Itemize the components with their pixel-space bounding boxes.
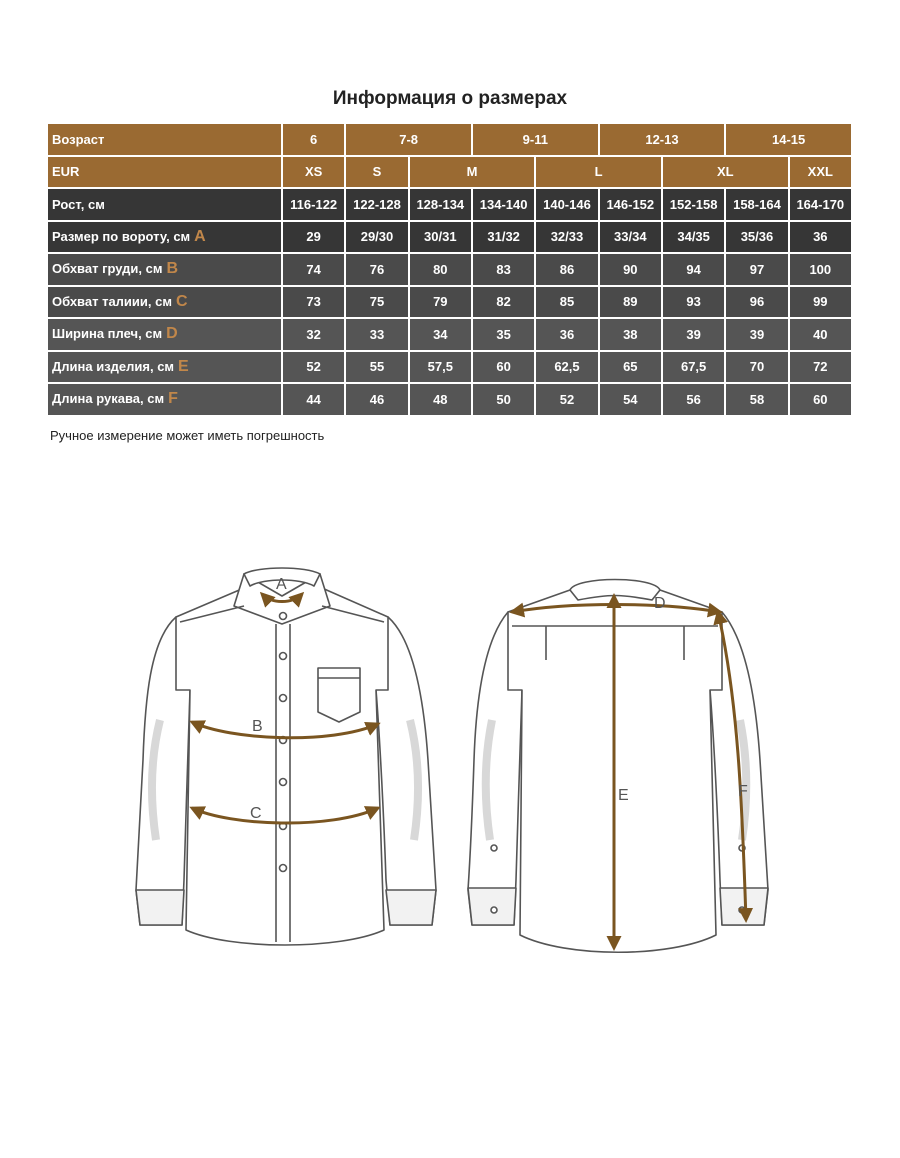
eur-cell: L: [535, 156, 662, 189]
label-d: D: [654, 595, 666, 612]
value-cell: 35: [472, 318, 535, 351]
eur-cell: S: [345, 156, 408, 189]
value-cell: 56: [662, 383, 725, 416]
row-label: [47, 253, 282, 286]
age-cell: 7-8: [345, 123, 472, 156]
button-icon: [280, 613, 287, 620]
value-cell: 34/35: [662, 221, 725, 254]
label-a: A: [276, 576, 287, 593]
button-icon: [280, 779, 287, 786]
value-cell: 35/36: [725, 221, 788, 254]
value-cell: 76: [345, 253, 408, 286]
label-b: B: [252, 718, 263, 735]
value-cell: 90: [599, 253, 662, 286]
letter-f: F: [168, 390, 178, 408]
length-row: [47, 351, 852, 384]
button-icon: [491, 845, 497, 851]
value-cell: 34: [409, 318, 472, 351]
age-cell: 12-13: [599, 123, 726, 156]
value-cell: 48: [409, 383, 472, 416]
height-cell: 152-158: [662, 188, 725, 221]
height-cell: 122-128: [345, 188, 408, 221]
value-cell: 33: [345, 318, 408, 351]
value-cell: 80: [409, 253, 472, 286]
waist-label: Обхват талиии, см: [52, 293, 172, 309]
value-cell: 100: [789, 253, 852, 286]
value-cell: 36: [535, 318, 598, 351]
height-cell: 158-164: [725, 188, 788, 221]
value-cell: 30/31: [409, 221, 472, 254]
value-cell: 73: [282, 286, 345, 319]
value-cell: 29/30: [345, 221, 408, 254]
value-cell: 46: [345, 383, 408, 416]
value-cell: 38: [599, 318, 662, 351]
length-label: Длина изделия, см: [52, 358, 175, 374]
row-label: [47, 383, 282, 416]
age-cell: 9-11: [472, 123, 599, 156]
age-label: Возраст: [47, 123, 282, 156]
value-cell: 75: [345, 286, 408, 319]
collar-label: Размер по вороту, см: [52, 228, 191, 244]
value-cell: 67,5: [662, 351, 725, 384]
chest-row: [47, 253, 852, 286]
shirt-front-drawing: [136, 568, 436, 945]
eur-cell: M: [409, 156, 536, 189]
label-f: F: [738, 783, 748, 800]
value-cell: 70: [725, 351, 788, 384]
height-cell: 134-140: [472, 188, 535, 221]
button-icon: [280, 653, 287, 660]
value-cell: 55: [345, 351, 408, 384]
value-cell: 31/32: [472, 221, 535, 254]
value-cell: 62,5: [535, 351, 598, 384]
value-cell: 86: [535, 253, 598, 286]
front-body: [176, 588, 388, 945]
shirt-measurement-diagram: [0, 560, 900, 980]
value-cell: 96: [725, 286, 788, 319]
value-cell: 85: [535, 286, 598, 319]
eur-label: EUR: [47, 156, 282, 189]
value-cell: 83: [472, 253, 535, 286]
eur-cell: XS: [282, 156, 345, 189]
height-cell: 164-170: [789, 188, 852, 221]
value-cell: 82: [472, 286, 535, 319]
label-c: C: [250, 805, 262, 822]
value-cell: 58: [725, 383, 788, 416]
value-cell: 60: [789, 383, 852, 416]
height-cell: 146-152: [599, 188, 662, 221]
size-table: [46, 122, 853, 417]
shoulder-label: Ширина плеч, см: [52, 326, 163, 342]
chest-label: Обхват груди, см: [52, 261, 163, 277]
value-cell: 39: [725, 318, 788, 351]
value-cell: 29: [282, 221, 345, 254]
value-cell: 94: [662, 253, 725, 286]
value-cell: 36: [789, 221, 852, 254]
value-cell: 57,5: [409, 351, 472, 384]
sleeve-row: [47, 383, 852, 416]
page-title: Информация о размерах: [332, 88, 568, 109]
value-cell: 79: [409, 286, 472, 319]
eur-row: [47, 156, 852, 189]
letter-b: B: [166, 260, 179, 278]
value-cell: 93: [662, 286, 725, 319]
letter-d: D: [166, 325, 178, 343]
front-pocket: [318, 668, 360, 722]
back-left-cuff: [468, 888, 516, 925]
letter-e: E: [178, 357, 189, 375]
row-label: [47, 351, 282, 384]
measurement-note: Ручное измерение может иметь погрешность: [50, 428, 325, 443]
label-e: E: [618, 787, 629, 804]
value-cell: 54: [599, 383, 662, 416]
value-cell: 40: [789, 318, 852, 351]
row-label: [47, 318, 282, 351]
value-cell: 65: [599, 351, 662, 384]
value-cell: 52: [535, 383, 598, 416]
value-cell: 44: [282, 383, 345, 416]
value-cell: 72: [789, 351, 852, 384]
sleeve-label: Длина рукава, см: [52, 391, 165, 407]
letter-c: C: [175, 292, 188, 310]
eur-cell: XXL: [789, 156, 852, 189]
value-cell: 32: [282, 318, 345, 351]
button-icon: [280, 865, 287, 872]
letter-a: A: [194, 227, 206, 245]
value-cell: 33/34: [599, 221, 662, 254]
age-cell: 14-15: [725, 123, 852, 156]
shoulder-row: [47, 318, 852, 351]
collar-row: [47, 221, 852, 254]
value-cell: 74: [282, 253, 345, 286]
age-cell: 6: [282, 123, 345, 156]
value-cell: 50: [472, 383, 535, 416]
height-cell: 128-134: [409, 188, 472, 221]
height-label: Рост, см: [47, 188, 282, 221]
value-cell: 97: [725, 253, 788, 286]
value-cell: 89: [599, 286, 662, 319]
value-cell: 52: [282, 351, 345, 384]
value-cell: 60: [472, 351, 535, 384]
row-label: [47, 221, 282, 254]
value-cell: 39: [662, 318, 725, 351]
row-label: [47, 286, 282, 319]
height-cell: 140-146: [535, 188, 598, 221]
value-cell: 99: [789, 286, 852, 319]
front-right-cuff: [386, 890, 436, 925]
height-cell: 116-122: [282, 188, 345, 221]
height-row: [47, 188, 852, 221]
eur-cell: XL: [662, 156, 789, 189]
age-row: [47, 123, 852, 156]
front-left-cuff: [136, 890, 184, 925]
button-icon: [491, 907, 497, 913]
value-cell: 32/33: [535, 221, 598, 254]
waist-row: [47, 286, 852, 319]
button-icon: [280, 695, 287, 702]
